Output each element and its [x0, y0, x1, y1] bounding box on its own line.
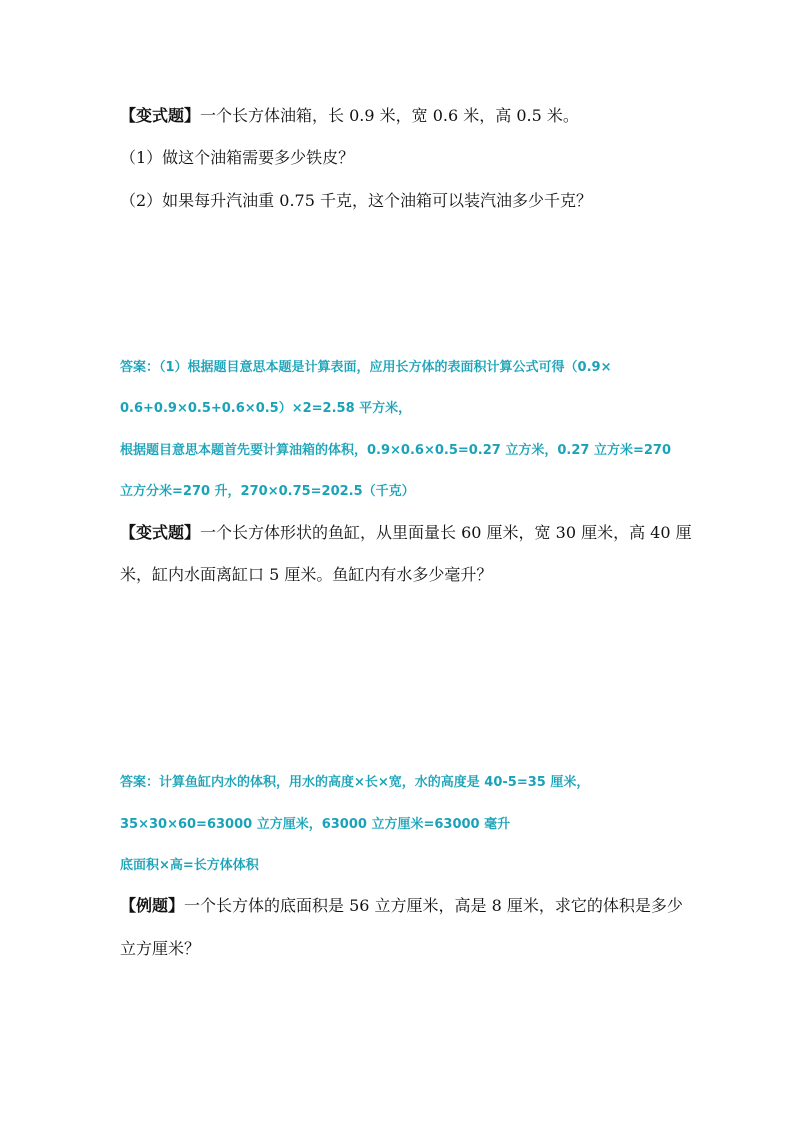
problem-1-subquestion-1: （1）做这个油箱需要多少铁皮？	[120, 148, 355, 167]
answer-2-line-2: 35×30×60=63000 立方厘米，63000 立方厘米=63000 毫升	[120, 817, 511, 832]
answer-2-line-3: 底面积×高=长方体体积	[120, 858, 259, 873]
problem-2-tag: 【变式题】	[120, 523, 201, 542]
example-tag: 【例题】	[120, 896, 185, 915]
problem-1-text: 一个长方体油箱，长 0.9 米，宽 0.6 米，高 0.5 米。	[200, 106, 579, 125]
answer-1-line-4: 立方分米=270 升，270×0.75=202.5（千克）	[120, 484, 415, 499]
example-line-1	[120, 898, 683, 914]
problem-1-line-1	[120, 108, 579, 124]
problem-1-subquestion-2: （2）如果每升汽油重 0.75 千克，这个油箱可以装汽油多少千克？	[120, 191, 592, 210]
answer-1-line-1: 答案：（1）根据题目意思本题是计算表面，应用长方体的表面积计算公式可得（0.9×	[120, 360, 612, 375]
answer-2-line-1: 答案：计算鱼缸内水的体积，用水的高度×长×宽，水的高度是 40-5=35 厘米，	[120, 775, 590, 790]
problem-2-text: 一个长方体形状的鱼缸，从里面量长 60 厘米，宽 30 厘米，高 40 厘	[200, 523, 692, 542]
example-line-2: 立方厘米？	[120, 939, 201, 958]
answer-1-line-2: 0.6+0.9×0.5+0.6×0.5）×2=2.58 平方米，	[120, 401, 412, 416]
problem-1-tag: 【变式题】	[120, 106, 201, 125]
example-text: 一个长方体的底面积是 56 立方厘米，高是 8 厘米，求它的体积是多少	[184, 896, 683, 915]
problem-2-line-2: 米，缸内水面离缸口 5 厘米。鱼缸内有水多少毫升？	[120, 565, 493, 584]
answer-1-line-3: 根据题目意思本题首先要计算油箱的体积，0.9×0.6×0.5=0.27 立方米，0.27 立方米=270	[120, 443, 671, 458]
problem-2-line-1	[120, 525, 692, 541]
